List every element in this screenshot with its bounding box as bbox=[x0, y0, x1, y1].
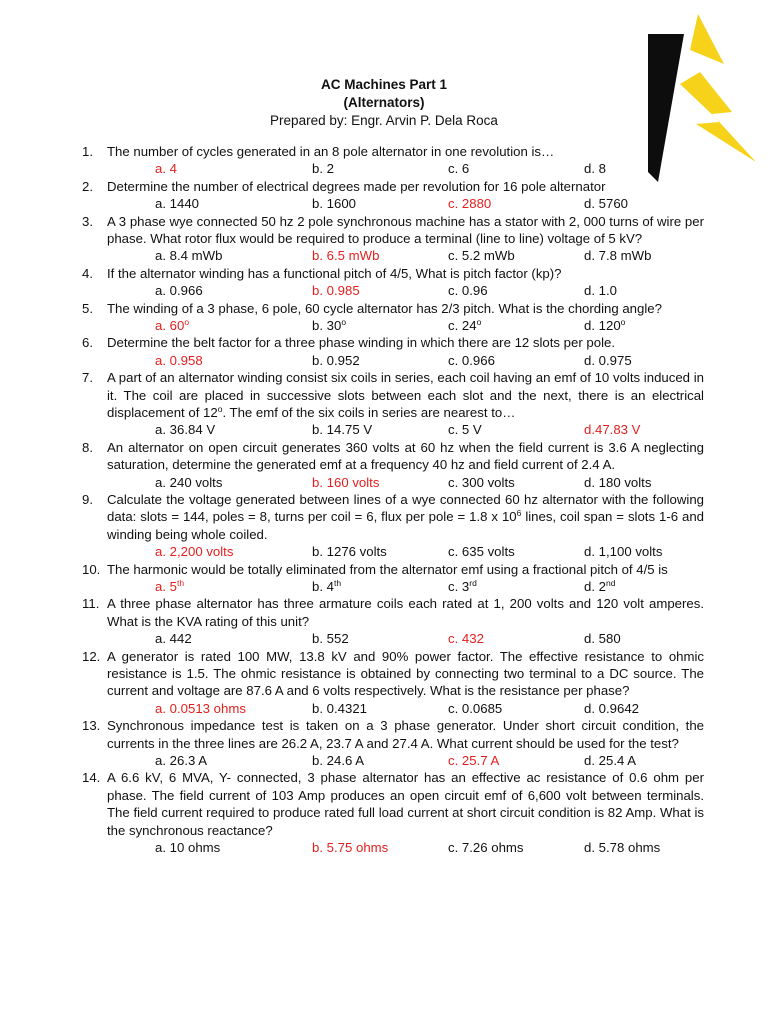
answer-choices bbox=[107, 317, 704, 334]
answer-choice-correct bbox=[155, 352, 203, 369]
question-text-part: . The emf of the six coils in series are nearest to… bbox=[222, 405, 516, 420]
answer-choice-text: b. 1600 bbox=[312, 196, 356, 212]
answer-choice-text: d.47.83 V bbox=[584, 422, 641, 438]
answer-choice-superscript: nd bbox=[606, 578, 616, 589]
answer-choice-correct bbox=[312, 282, 360, 299]
answer-choice bbox=[312, 543, 387, 560]
question-text bbox=[107, 300, 704, 317]
answer-choices bbox=[107, 247, 704, 264]
answer-choices bbox=[107, 839, 704, 856]
answer-choice-correct bbox=[155, 578, 184, 595]
answer-choice-correct bbox=[155, 160, 177, 177]
answer-choice bbox=[448, 474, 515, 491]
answer-choice-text: b. 0.4321 bbox=[312, 700, 367, 716]
question-item bbox=[82, 491, 704, 561]
answer-choice bbox=[584, 474, 651, 491]
answer-choice bbox=[584, 195, 628, 212]
answer-choice-text: c. 3 bbox=[448, 579, 470, 595]
answer-choices bbox=[107, 160, 704, 177]
answer-choice-text: a. 36.84 V bbox=[155, 422, 216, 438]
answer-choice-text: b. 30 bbox=[312, 318, 342, 333]
answer-choice-text: d. 0.975 bbox=[584, 352, 632, 368]
answer-choice-superscript: o bbox=[476, 317, 482, 327]
answer-choice-text: a. 2,200 volts bbox=[155, 544, 234, 560]
answer-choice-correct bbox=[312, 839, 388, 856]
answer-choice-text: b. 6.5 mWb bbox=[312, 248, 380, 264]
answer-choice-text: a. 10 ohms bbox=[155, 840, 221, 856]
question-item bbox=[82, 769, 704, 856]
question-text-part: A part of an alternator winding consist six coils in series, each coil having an emf of 10 volts induced in it. The coil are placed in successive slots between each slot and the next, there is an electrical displacement of 12 bbox=[107, 370, 704, 420]
answer-choice bbox=[155, 247, 222, 264]
answer-choice bbox=[584, 752, 636, 769]
answer-choice bbox=[584, 317, 625, 334]
question-text-part: A 3 phase wye connected 50 hz 2 pole synchronous machine has a stator with 2, 000 turns of wire per phase. What rotor flux would be required to produce a terminal (line to line) voltage of 5 kV? bbox=[107, 213, 704, 246]
question-text bbox=[107, 369, 704, 421]
answer-choice bbox=[155, 195, 199, 212]
answer-choice bbox=[312, 421, 372, 438]
answer-choice-superscript: o bbox=[184, 317, 190, 327]
answer-choice-text: a. 0.966 bbox=[155, 283, 203, 299]
answer-choice-text: c. 635 volts bbox=[448, 544, 515, 560]
answer-choice-text: b. 4 bbox=[312, 579, 334, 595]
question-item bbox=[82, 648, 704, 718]
answer-choice-text: c. 5.2 mWb bbox=[448, 248, 515, 264]
question-number: 12. bbox=[82, 648, 101, 664]
question-text bbox=[107, 265, 704, 282]
question-text bbox=[107, 178, 704, 195]
question-text-part: Determine the belt factor for a three phase winding in which there are 12 slots per pole. bbox=[107, 335, 616, 351]
question-list bbox=[82, 143, 704, 856]
answer-choice bbox=[312, 352, 360, 369]
question-text-superscript: 6 bbox=[516, 508, 522, 519]
answer-choice bbox=[155, 752, 207, 769]
answer-choice-text: c. 2880 bbox=[448, 196, 492, 212]
question-number: 5. bbox=[82, 300, 93, 316]
answer-choices bbox=[107, 195, 704, 212]
answer-choice-text: d. 8 bbox=[584, 161, 606, 177]
answer-choice-text: d. 120 bbox=[584, 318, 621, 333]
question-text bbox=[107, 648, 704, 700]
question-text-part: A 6.6 kV, 6 MVA, Y- connected, 3 phase alternator has an effective ac resistance of 0.6 ohm per phase. The field current of 103 Amp produces an open circuit emf of 6,600 volt between terminals. The field current required to produce rated full load current at short circuit condition is 82 Amp. What is the synchronous reactance? bbox=[107, 770, 704, 838]
answer-choice bbox=[312, 578, 341, 595]
answer-choice bbox=[448, 282, 488, 299]
answer-choice-text: d. 5760 bbox=[584, 196, 628, 212]
answer-choices bbox=[107, 700, 704, 717]
question-text-part: lines, coil span = slots 1-6 and winding being whole coiled. bbox=[107, 509, 705, 542]
answer-choices bbox=[107, 543, 704, 560]
answer-choice bbox=[584, 630, 621, 647]
question-text-part: An alternator on open circuit generates 360 volts at 60 hz when the field current is 3.6 A neglecting saturation, determine the generated emf at a frequency 40 hz and field current of 2.4 A. bbox=[107, 439, 704, 473]
answer-choice-text: a. 5 bbox=[155, 579, 177, 595]
question-number: 2. bbox=[82, 178, 93, 194]
answer-choice bbox=[448, 578, 477, 595]
question-number: 3. bbox=[82, 213, 93, 229]
answer-choices bbox=[107, 630, 704, 647]
question-text-part: Determine the number of electrical degrees made per revolution for 16 pole alternator bbox=[107, 178, 606, 194]
answer-choices bbox=[107, 578, 704, 595]
answer-choice-text: b. 2 bbox=[312, 161, 334, 177]
question-text bbox=[107, 213, 704, 248]
answer-choice-text: c. 25.7 A bbox=[448, 753, 500, 769]
answer-choice bbox=[448, 700, 502, 717]
answer-choice-text: b. 1276 volts bbox=[312, 544, 387, 560]
answer-choice bbox=[584, 700, 639, 717]
question-text-part: The number of cycles generated in an 8 pole alternator in one revolution is… bbox=[107, 144, 555, 159]
question-item bbox=[82, 561, 704, 596]
answer-choice bbox=[312, 195, 356, 212]
answer-choice bbox=[584, 543, 662, 560]
question-number: 10. bbox=[82, 561, 101, 577]
answer-choice-text: c. 300 volts bbox=[448, 474, 515, 490]
question-text bbox=[107, 717, 704, 752]
answer-choice-text: c. 0.966 bbox=[448, 352, 495, 368]
answer-choice-correct bbox=[448, 630, 484, 647]
question-number: 1. bbox=[82, 144, 93, 159]
question-text-part: A three phase alternator has three armature coils each rated at 1, 200 volts and 120 volt amperes. What is the KVA rating of this unit? bbox=[107, 596, 704, 629]
answer-choice-correct bbox=[155, 317, 189, 334]
answer-choice-correct bbox=[448, 752, 499, 769]
question-item bbox=[82, 717, 704, 769]
answer-choice-text: b. 0.985 bbox=[312, 283, 360, 299]
question-number: 11. bbox=[82, 596, 100, 612]
answer-choice-correct bbox=[448, 195, 491, 212]
question-number: 6. bbox=[82, 335, 93, 351]
answer-choice bbox=[312, 630, 349, 647]
answer-choice bbox=[312, 700, 367, 717]
document-title: AC Machines Part 1 bbox=[320, 77, 448, 92]
document-subtitle: (Alternators) bbox=[343, 95, 425, 110]
answer-choice-text: d. 25.4 A bbox=[584, 753, 637, 769]
question-text bbox=[107, 439, 704, 474]
answer-choice-text: b. 0.952 bbox=[312, 352, 360, 368]
answer-choices bbox=[107, 474, 704, 491]
answer-choice-text: c. 7.26 ohms bbox=[448, 840, 524, 856]
answer-choice bbox=[584, 352, 632, 369]
question-text-part: Calculate the voltage generated between lines of a wye connected 60 hz alternator with the following data: slots = 144, poles = 8, turns per coil = 6, flux per pole = 1.8 x 10 bbox=[107, 492, 704, 525]
question-text bbox=[107, 491, 704, 543]
answer-choices bbox=[107, 282, 704, 299]
answer-choices bbox=[107, 421, 704, 438]
answer-choice-superscript: rd bbox=[469, 578, 477, 589]
answer-choice-text: c. 0.96 bbox=[448, 283, 488, 299]
answer-choice-correct bbox=[155, 700, 246, 717]
answer-choice-text: c. 0.0685 bbox=[448, 700, 503, 716]
answer-choice-text: c. 432 bbox=[448, 631, 484, 647]
question-item bbox=[82, 334, 704, 369]
answer-choice-text: b. 552 bbox=[312, 631, 349, 647]
answer-choice-text: c. 5 V bbox=[448, 422, 482, 438]
answer-choice bbox=[448, 352, 495, 369]
question-text-part: The harmonic would be totally eliminated from the alternator emf using a fractional pitch of 4/5 is bbox=[107, 561, 668, 577]
answer-choice bbox=[584, 282, 617, 299]
answer-choice-text: d. 580 bbox=[584, 631, 621, 647]
question-item bbox=[82, 265, 704, 300]
answer-choice-text: c. 6 bbox=[448, 161, 470, 177]
question-number: 7. bbox=[82, 370, 93, 386]
answer-choice-text: d. 2 bbox=[584, 579, 606, 595]
answer-choice bbox=[312, 752, 364, 769]
answer-choice-text: a. 1440 bbox=[155, 196, 199, 212]
answer-choice bbox=[584, 839, 660, 856]
answer-choice-superscript: th bbox=[334, 578, 342, 589]
question-item bbox=[82, 143, 704, 178]
question-item bbox=[82, 595, 704, 647]
answer-choice-text: a. 60 bbox=[155, 318, 185, 333]
answer-choice-text: b. 5.75 ohms bbox=[312, 840, 389, 856]
answer-choice bbox=[448, 160, 469, 177]
answer-choice-text: d. 1.0 bbox=[584, 283, 617, 299]
answer-choice-text: a. 0.0513 ohms bbox=[155, 700, 246, 716]
document-header bbox=[0, 76, 768, 130]
question-item bbox=[82, 213, 704, 265]
answer-choice-text: a. 26.3 A bbox=[155, 753, 208, 769]
question-item bbox=[82, 300, 704, 335]
answer-choice-superscript: o bbox=[341, 317, 347, 327]
question-text bbox=[107, 334, 704, 351]
answer-choice-text: a. 4 bbox=[155, 161, 177, 177]
question-text bbox=[107, 769, 704, 839]
question-text-part: The winding of a 3 phase, 6 pole, 60 cycle alternator has 2/3 pitch. What is the chording angle? bbox=[107, 300, 662, 316]
question-item bbox=[82, 369, 704, 439]
answer-choices bbox=[107, 352, 704, 369]
question-text bbox=[107, 561, 704, 578]
answer-choice-correct bbox=[584, 421, 640, 438]
answer-choice bbox=[448, 317, 481, 334]
question-text-part: If the alternator winding has a functional pitch of 4/5, What is pitch factor (kp)? bbox=[107, 265, 562, 281]
question-number: 4. bbox=[82, 265, 93, 281]
answer-choice-text: d. 5.78 ohms bbox=[584, 840, 661, 856]
question-text bbox=[107, 143, 704, 160]
question-text-part: Synchronous impedance test is taken on a 3 phase generator. Under short circuit condition, the currents in the three lines are 26.2 A, 23.7 A and 27.4 A. What current should be used for the test? bbox=[107, 718, 704, 751]
answer-choice-text: b. 160 volts bbox=[312, 474, 380, 490]
question-text-part: A generator is rated 100 MW, 13.8 kV and 90% power factor. The effective resistance to ohmic resistance is 1.5. The ohmic resistance is obtained by connecting two terminal to a DC source. The current and voltage are 87.6 A and 6 volts respectively. What is the resistance per phase? bbox=[107, 648, 704, 699]
answer-choice-text: a. 8.4 mWb bbox=[155, 248, 223, 264]
answer-choices bbox=[107, 752, 704, 769]
answer-choice-superscript: o bbox=[620, 317, 626, 327]
answer-choice-text: a. 0.958 bbox=[155, 352, 203, 368]
answer-choice-text: a. 442 bbox=[155, 631, 192, 647]
answer-choice bbox=[155, 421, 215, 438]
question-text bbox=[107, 595, 704, 630]
answer-choice bbox=[155, 282, 203, 299]
answer-choice-text: b. 24.6 A bbox=[312, 753, 365, 769]
answer-choice-text: d. 1,100 volts bbox=[584, 544, 663, 560]
answer-choice bbox=[584, 578, 615, 595]
answer-choice-text: a. 240 volts bbox=[155, 474, 223, 490]
question-item bbox=[82, 178, 704, 213]
answer-choice bbox=[312, 317, 346, 334]
answer-choice bbox=[448, 839, 524, 856]
question-item bbox=[82, 439, 704, 491]
answer-choice-superscript: th bbox=[177, 578, 185, 589]
answer-choice bbox=[584, 160, 606, 177]
answer-choice-text: d. 7.8 mWb bbox=[584, 248, 652, 264]
answer-choice-correct bbox=[312, 474, 379, 491]
question-number: 14. bbox=[82, 770, 101, 786]
question-number: 9. bbox=[82, 492, 93, 507]
answer-choice-correct bbox=[155, 543, 233, 560]
document-author: Prepared by: Engr. Arvin P. Dela Roca bbox=[270, 113, 498, 128]
answer-choice bbox=[448, 247, 515, 264]
answer-choice-text: c. 24 bbox=[448, 318, 477, 333]
answer-choice bbox=[155, 839, 220, 856]
answer-choice-text: b. 14.75 V bbox=[312, 422, 373, 438]
question-number: 8. bbox=[82, 439, 93, 455]
answer-choice-text: d. 0.9642 bbox=[584, 700, 639, 716]
answer-choice bbox=[312, 160, 334, 177]
answer-choice-text: d. 180 volts bbox=[584, 474, 652, 490]
answer-choice bbox=[155, 474, 222, 491]
answer-choice bbox=[448, 421, 482, 438]
answer-choice bbox=[448, 543, 515, 560]
question-number: 13. bbox=[82, 718, 101, 734]
answer-choice-correct bbox=[312, 247, 379, 264]
question-text-superscript: o bbox=[217, 404, 223, 414]
answer-choice bbox=[584, 247, 651, 264]
answer-choice bbox=[155, 630, 192, 647]
